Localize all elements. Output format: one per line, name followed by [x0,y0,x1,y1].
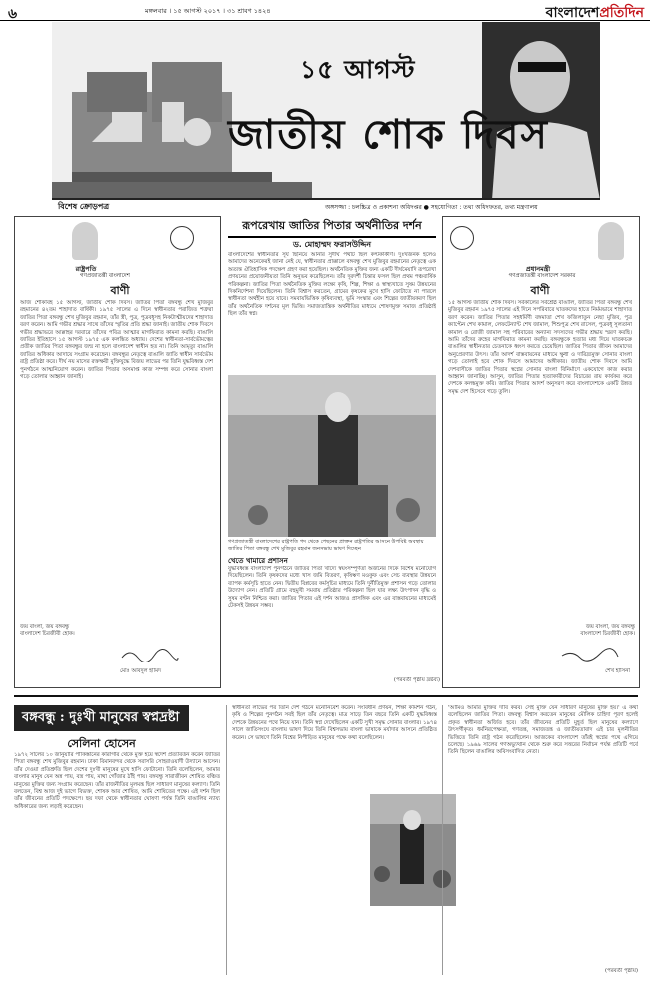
article-photo [228,375,436,537]
bottom-article-body-3: 'আমিও আমার মুক্তির দাবি করব। সেই মুক্তি যেন সাধারণ মানুষের মুক্তি হয়।' এ কথা বলেছিলেন জাতির পিতা। বঙ্গবন্ধু বিশ্বাস করতেন মানুষের মৌলিক চাহিদা পূরণ হলেই প্রকৃত স্বাধীনতা অর্জিত হবে। তাঁর জীবনের প্রতিটি মুহূর্ত ছিল মানুষের কল্যাণে উৎসর্গীকৃত। ধর্মনিরপেক্ষতা, গণতন্ত্র, সমাজতন্ত্র ও জাতীয়তাবাদ এই চার মূলনীতির ভিত্তিতে তিনি রাষ্ট্র গঠন করেছিলেন। আজকের বাংলাদেশ তাঁরই স্বপ্নের পথে এগিয়ে চলেছে। ১৯৬৯ সালের গণঅভ্যুত্থান থেকে শুরু করে সত্তরের নির্বাচন পর্যন্ত প্রতিটি পর্বে তিনি ছিলেন বাঙালির অবিসংবাদিত নেতা। [448,705,638,756]
president-closing: জয় বাংলা, জয় বঙ্গবন্ধু বাংলাদেশ চিরজীবী হোক। [20,624,75,638]
logo-main: বাংলাদেশ [545,5,600,21]
dateline: মঙ্গলবার । ১৫ আগস্ট ২০১৭ । ৩১ শ্রাবণ ১৪২৪ [145,7,271,15]
rally-photo-image [228,375,436,537]
banner-title-date: ১৫ আগস্ট [300,55,416,84]
article-body: বাংলাদেশের স্বাধীনতার সূর্য ছিনিয়ে আনার সুদীর্ঘ পথটি ছিল কণ্টকাকীর্ণ। দুঃখজনক হলেও আমাদের অনেকেরই জানা নেই যে, স্বাধীনতার প্রাক্কালে বঙ্গবন্ধু শেখ মুজিবুর রহমানের নেতৃত্বে এক অত্যন্ত ঐতিহাসিক পদক্ষেপ গ্রহণ করা হয়েছিল। অর্থনৈতিক মুক্তির জন্য একটি দীর্ঘমেয়াদি রূপরেখা প্রণয়নের প্রয়োজনীয়তা তিনি অনুভব করেছিলেন। তাঁর দূরদর্শী চিন্তার ফসল ছিল প্রথম পঞ্চবার্ষিক পরিকল্পনা। জাতির পিতা অর্থনৈতিক মুক্তির লক্ষ্যে কৃষি, শিল্প, শিক্ষা ও স্বাস্থ্যখাতে সুষম উন্নয়নের দিকনির্দেশনা দিয়েছিলেন। তিনি বিশ্বাস করতেন, গ্রামের কৃষকের মুখে হাসি ফোটাতে না পারলে স্বাধীনতা অর্থহীন হয়ে যাবে। সমবায়ভিত্তিক কৃষিব্যবস্থা, ভূমি সংস্কার এবং শিল্পের জাতীয়করণ ছিল তাঁর অর্থনৈতিক দর্শনের মূল ভিত্তি। সমাজতান্ত্রিক অর্থনীতির মাধ্যমে শোষণমুক্ত সমাজ প্রতিষ্ঠাই ছিল তাঁর স্বপ্ন। [228,252,436,318]
bottom-article-body-2: স্বাধীনতা লাভের পর তিনি দেশ গঠনে মনোনিবেশ করেন। সংবিধান প্রণয়ন, শিক্ষা কমিশন গঠন, কৃষি ও শিল্পের পুনর্গঠন সবই ছিল তাঁর নেতৃত্বে। মাত্র সাড়ে তিন বছরে তিনি একটি যুদ্ধবিধ্বস্ত দেশকে উন্নয়নের পথে নিয়ে যান। তিনি স্বপ্ন দেখেছিলেন একটি সুখী সমৃদ্ধ সোনার বাংলার। ১৯৭৪ সালে জাতিসংঘে বাংলায় ভাষণ দিয়ে তিনি বিশ্বসভায় বাংলা ভাষাকে মর্যাদার আসনে প্রতিষ্ঠিত করেন। সে ভাষণে তিনি বিশ্বের নিপীড়িত মানুষের পক্ষে কথা বলেছিলেন। [232,705,437,741]
article-subheading: খেতে খামারে প্রশাসন [228,556,288,565]
supplement-label: বিশেষ ক্রোড়পত্র [58,202,110,211]
bottom-article-body: ১৯৭২ সালের ১০ জানুয়ারি পাকিস্তানের কারাগার থেকে মুক্ত হয়ে স্বদেশ প্রত্যাবর্তন করেন জাতির পিতা বঙ্গবন্ধু শেখ মুজিবুর রহমান। ঢাকা বিমানবন্দর থেকে সরাসরি সোহরাওয়ার্দী উদ্যানে আসেন। তাঁর দেওয়া প্রতিশ্রুতি ছিল দেশের দুঃখী মানুষের মুখে হাসি ফোটানো। তিনি বলেছিলেন, আমার বাংলার মানুষ যেন অন্ন পায়, বস্ত্র পায়, মাথা গোঁজার ঠাঁই পায়। বঙ্গবন্ধু সারাজীবন শোষিত বঞ্চিত মানুষের মুক্তির জন্য সংগ্রাম করেছেন। তাঁর রাজনীতির মূলমন্ত্র ছিল সাধারণ মানুষের কল্যাণ। তিনি বলতেন, বিশ্ব আজ দুই ভাগে বিভক্ত, শোষক আর শোষিত, আমি শোষিতের পক্ষে। এই দর্শন ছিল তাঁর জীবনের প্রতিটি পদক্ষেপে। ছয় দফা থেকে স্বাধীনতার ঘোষণা পর্যন্ত তিনি বাঙালির ন্যায্য অধিকারের জন্য লড়াই করেছেন। [14,752,220,810]
pm-role: প্রধানমন্ত্রী [525,265,551,273]
banner-divider [52,198,600,200]
photo-caption: গণপ্রজাতন্ত্রী বাংলাদেশের রাষ্ট্রপতি পদ থেকে পেছনের প্রাক্তন রাষ্ট্রপতির আসনে উপবিষ্ট অবস্থায় জাতির পিতা বঙ্গবন্ধু শেখ মুজিবুর রহমান জনসভায় ভাষণ দিচ্ছেন [228,539,424,552]
article-body-continued: যুদ্ধবিধ্বস্ত বাংলাদেশ পুনর্গঠনে জাতির পিতা খাদ্যে স্বয়ংসম্পূর্ণতা অর্জনের দিকে বিশেষ মনোযোগ দিয়েছিলেন। তিনি কৃষকদের মধ্যে খাস জমি বিতরণ, কৃষিঋণ মওকুফ এবং সেচ ব্যবস্থার উন্নয়নে ব্যাপক কর্মসূচি হাতে নেন। দ্বিতীয় বিপ্লবের কর্মসূচির মাধ্যমে তিনি দুর্নীতিমুক্ত প্রশাসন গড়ে তোলার উদ্যোগ নেন। প্রতিটি গ্রামে বহুমুখী সমবায় প্রতিষ্ঠার পরিকল্পনা ছিল যার লক্ষ্য উৎপাদন বৃদ্ধি ও সুষম বণ্টন নিশ্চিত করা। জাতির পিতার এই দর্শন আজও প্রাসঙ্গিক এবং এর বাস্তবায়নের মাধ্যমেই টেকসই উন্নয়ন সম্ভব। [228,566,436,610]
pm-portrait [598,222,624,260]
president-signature-name: মোঃ আবদুল হামিদ [120,668,161,674]
bottom-continued-note[interactable]: (পরবর্তী পৃষ্ঠায়) [604,968,638,974]
bottom-article-title[interactable]: বঙ্গবন্ধু : দুঃখী মানুষের স্বপ্নদ্রষ্টা [22,710,180,725]
article-byline: ড. মোহাম্মদ ফরাসউদ্দিন [293,239,371,249]
president-heading: বাণী [110,284,130,297]
pm-signature [560,648,620,665]
signature-scribble-icon [560,648,620,662]
pm-signature-name: শেখ হাসিনা [605,668,630,674]
logo-sub: প্রতিদিন [599,5,644,21]
credits-line: অঙ্গসজ্জা : চলচ্চিত্র ও প্রকাশনা অধিদপ্তর ● সহযোগিতা : তথ্য অধিদফতর, তথ্য মন্ত্রণালয় [325,204,538,211]
column-divider [226,705,227,975]
section-divider [14,695,638,697]
president-role: রাষ্ট্রপতি [75,265,97,273]
president-org: গণপ্রজাতন্ত্রী বাংলাদেশ [80,273,130,279]
pm-emblem-icon [450,226,474,250]
president-message-body: আজ শোকাবহ ১৫ আগস্ট, জাতীয় শোক দিবস। জাতির পিতা বঙ্গবন্ধু শেখ মুজিবুর রহমানের ৪২তম শাহাদাত বার্ষিকী। ১৯৭৫ সালের এ দিনে স্বাধীনতার পরাজিত শত্রুরা জাতির পিতা বঙ্গবন্ধু শেখ মুজিবুর রহমান, তাঁর স্ত্রী, পুত্র, পুত্রবধূসহ নিকটাত্মীয়দের শাহাদাত বরণ করেন। আমি গভীর শ্রদ্ধার সাথে তাঁদের স্মৃতির প্রতি শ্রদ্ধা জানাই। জাতীয় শোক দিবসে গভীর শ্রদ্ধাভরে আল্লাহর দরবারে তাঁদের পবিত্র আত্মার মাগফিরাত কামনা করছি। বাঙালি জাতির ইতিহাসে ১৫ আগস্ট ১৯৭৫ এক কলঙ্কিত অধ্যায়। দেশের স্বাধীনতা-সার্বভৌমত্বের প্রতীক জাতির পিতা বঙ্গবন্ধুর জন্ম না হলে বাংলাদেশ স্বাধীন হত না। তিনি আমৃত্যু বাঙালি জাতির অধিকার আদায়ে সংগ্রাম করেছেন। বঙ্গবন্ধুর নেতৃত্বে বাঙালি জাতি স্বাধীন সার্বভৌম রাষ্ট্র প্রতিষ্ঠা করে। দীর্ঘ নয় মাসের রক্তক্ষয়ী মুক্তিযুদ্ধে বিজয় লাভের পর তিনি যুদ্ধবিধ্বস্ত দেশ পুনর্গঠনে আত্মনিয়োগ করেন। জাতির পিতার অসমাপ্ত কাজ সম্পন্ন করে সোনার বাংলা গড়ে তোলার আহ্বান জানাই। [20,300,213,381]
bottom-article-author: সেলিনা হোসেন [67,737,136,750]
banner-title-main: জাতীয় শোক দিবস [228,111,549,158]
article-continued-note[interactable]: (পরবর্তী পৃষ্ঠায় দ্রষ্টব্য) [393,677,440,683]
crowd-photo-image [370,794,456,906]
pm-heading: বাণী [530,284,550,297]
page-number: ৬ [8,6,18,22]
pm-closing: জয় বাংলা, জয় বঙ্গবন্ধু বাংলাদেশ চিরজীবী হোক। [580,624,635,638]
signature-scribble-icon [120,648,180,662]
pm-org: গণপ্রজাতন্ত্রী বাংলাদেশ সরকার [508,273,576,279]
president-emblem-icon [170,226,194,250]
article-title[interactable]: রূপরেখায় জাতির পিতার অর্থনীতির দর্শন [228,216,436,238]
president-portrait [72,222,98,260]
column-divider [442,705,443,975]
pm-message-body: ১৫ আগস্ট জাতীয় শোক দিবস। সর্বকালের সর্বশ্রেষ্ঠ বাঙালি, জাতির পিতা বঙ্গবন্ধু শেখ মুজিবুর রহমান ১৯৭৫ সালের এই দিনে সপরিবারে ঘাতকদের হাতে নির্মমভাবে শাহাদাত বরণ করেন। জাতির পিতার সহধর্মিণী বঙ্গমাতা শেখ ফজিলাতুন নেছা মুজিব, পুত্র ক্যাপ্টেন শেখ কামাল, লেফটেন্যান্ট শেখ জামাল, শিশুপুত্র শেখ রাসেল, পুত্রবধূ সুলতানা কামাল ও রোজী জামাল সহ পরিবারের অন্যান্য সদস্যদের গভীর শ্রদ্ধায় স্মরণ করছি। আমি তাঁদের রুহের মাগফিরাত কামনা করছি। বঙ্গবন্ধুকে হত্যার মধ্য দিয়ে ঘাতকচক্র বাঙালির স্বাধীনতার চেতনাকে ধ্বংস করতে চেয়েছিল। জাতির পিতার জীবন আমাদের অনুপ্রেরণার উৎস। তাঁর আদর্শ বাস্তবায়নের মাধ্যমে ক্ষুধা ও দারিদ্র্যমুক্ত সোনার বাংলা গড়ে তোলাই হবে শোক দিবসে আমাদের অঙ্গীকার। জাতীয় শোক দিবসে আমি দেশবাসীকে জাতির পিতার স্বপ্নের সোনার বাংলা বিনির্মাণে একযোগে কাজ করার আহ্বান জানাচ্ছি। আসুন, জাতির পিতার হত্যাকারীদের বিচারের রায় কার্যকর করে দেশকে কলঙ্কমুক্ত করি। জাতির পিতার আদর্শ অনুসরণ করে বাংলাদেশকে একটি উন্নত সমৃদ্ধ দেশ হিসেবে গড়ে তুলি। [448,300,632,395]
president-signature [120,648,180,665]
bottom-article-photo [370,794,456,906]
